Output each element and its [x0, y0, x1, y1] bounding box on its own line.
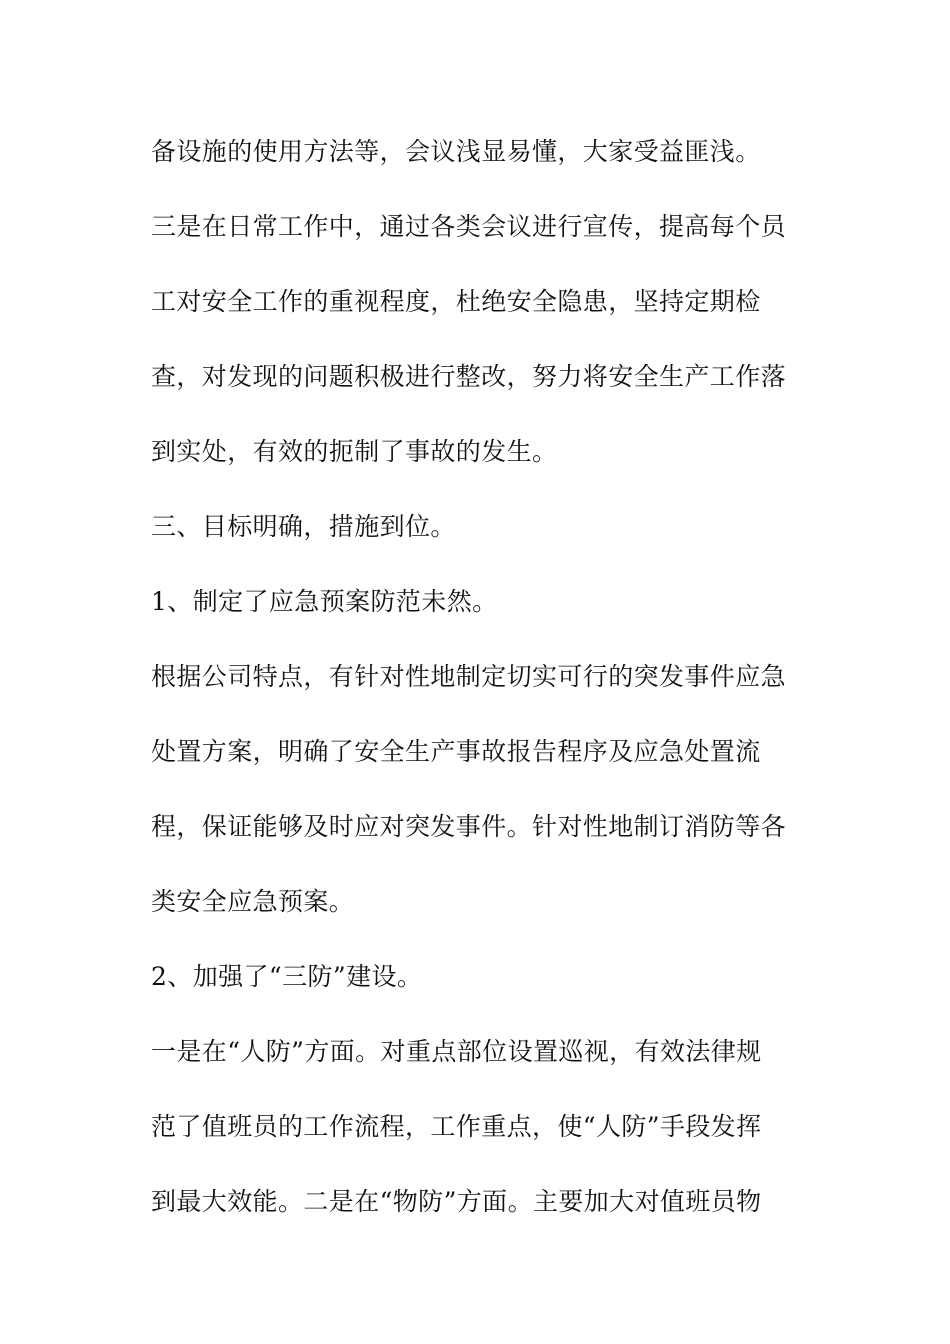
text-line: 一是在“人防”方面。对重点部位设置巡视，有效法律规: [151, 1037, 762, 1066]
subsection-heading: 2、加强了“三防”建设。: [151, 962, 423, 991]
text-line: 备设施的使用方法等，会议浅显易懂，大家受益匪浅。: [151, 137, 761, 166]
text-line: 查，对发现的问题积极进行整改，努力将安全生产工作落: [151, 362, 787, 391]
text-line: 处置方案，明确了安全生产事故报告程序及应急处置流: [151, 737, 761, 766]
text-line: 程，保证能够及时应对突发事件。针对性地制订消防等各: [151, 812, 787, 841]
text-line: 类安全应急预案。: [151, 887, 355, 916]
text-line: 到最大效能。二是在“物防”方面。主要加大对值班员物: [151, 1187, 762, 1216]
text-line: 根据公司特点，有针对性地制定切实可行的突发事件应急: [151, 662, 787, 691]
text-line: 三是在日常工作中，通过各类会议进行宣传，提高每个员: [151, 212, 787, 241]
subsection-heading: 1、制定了应急预案防范未然。: [151, 587, 498, 616]
text-line: 到实处，有效的扼制了事故的发生。: [151, 437, 558, 466]
text-line: 范了值班员的工作流程，工作重点，使“人防”手段发挥: [151, 1112, 762, 1141]
text-line: 工对安全工作的重视程度，杜绝安全隐患，坚持定期检: [151, 287, 761, 316]
section-heading: 三、目标明确，措施到位。: [151, 512, 456, 541]
